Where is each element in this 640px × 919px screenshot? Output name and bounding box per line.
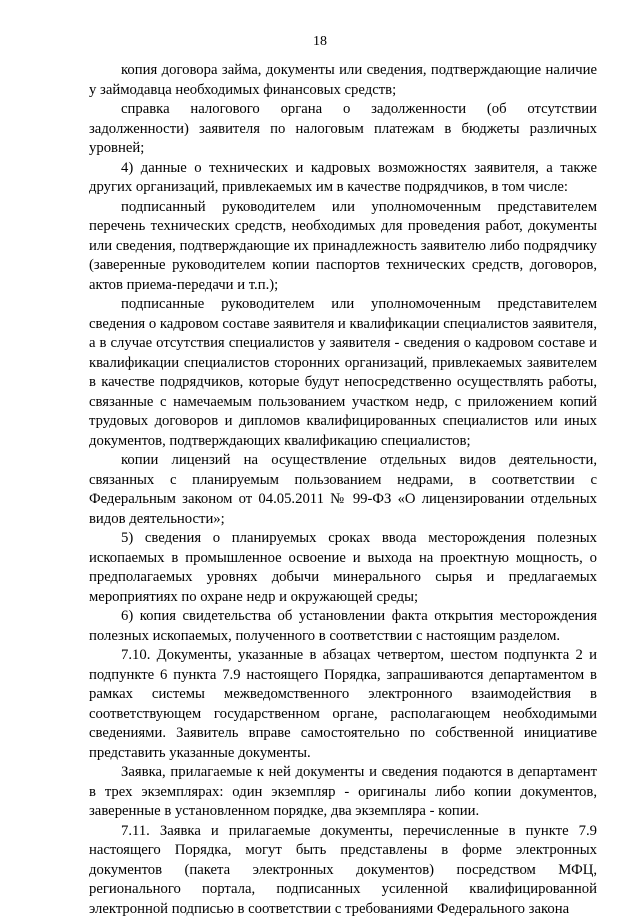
paragraph-technical-capabilities: 4) данные о технических и кадровых возможностях заявителя, а также других организаций, привлекаемых им в качестве подрядчиков, в том числе: [89,159,597,198]
paragraph-license-copies: копии лицензий на осуществление отдельных видов деятельности, связанных с планируемым пользованием недрами, в соответствии с Федеральным законом от 04.05.2011 № 99-ФЗ «О лицензировании отдельных видов деятельности»; [89,451,597,529]
paragraph-discovery-certificate: 6) копия свидетельства об установлении факта открытия месторождения полезных ископаемых, полученного в соответствии с настоящим разделом. [89,607,597,646]
paragraph-technical-means-list: подписанный руководителем или уполномоченным представителем перечень технических средств, необходимых для проведения работ, документы или сведения, подтверждающие их принадлежность заявителю либо подрядчику (заверенные руководителем копии паспортов технических средств, договоров, актов приема-передачи и т.п.); [89,198,597,296]
paragraph-clause-7-10: 7.10. Документы, указанные в абзацах четвертом, шестом подпункта 2 и подпункте 6 пункта 7.9 настоящего Порядка, запрашиваются департаментом в рамках системы межведомственного электронного взаимодействия в соответствующем государственном органе, располагающем необходимыми сведениями. Заявитель вправе самостоятельно по собственной инициативе представить указанные документы. [89,646,597,763]
paragraph-loan-agreement: копия договора займа, документы или сведения, подтверждающие наличие у займодавца необходимых финансовых средств; [89,61,597,100]
body-text [89,61,597,919]
paragraph-tax-certificate: справка налогового органа о задолженности (об отсутствии задолженности) заявителя по налоговым платежам в бюджеты различных уровней; [89,100,597,159]
paragraph-application-copies: Заявка, прилагаемые к ней документы и сведения подаются в департамент в трех экземплярах: один экземпляр - оригиналы либо копии документов, заверенные в установленном порядке, два экземпляра - копии. [89,763,597,822]
paragraph-commissioning-dates: 5) сведения о планируемых сроках ввода месторождения полезных ископаемых в промышленное освоение и выхода на проектную мощность, о предполагаемых уровнях добычи минерального сырья и предлагаемых мероприятиях по охране недр и окружающей среды; [89,529,597,607]
paragraph-clause-7-11: 7.11. Заявка и прилагаемые документы, перечисленные в пункте 7.9 настоящего Порядка, могут быть представлены в форме электронных документов (пакета электронных документов) посредством МФЦ, регионального портала, подписанных усиленной квалифицированной электронной подписью в соответствии с требованиями Федерального закона [89,822,597,919]
page-number: 18 [0,34,640,50]
paragraph-staff-composition: подписанные руководителем или уполномоченным представителем сведения о кадровом составе заявителя и квалификации специалистов заявителя, а в случае отсутствия специалистов у заявителя - сведения о кадровом составе и квалификации специалистов сторонних организаций, привлекаемых заявителем в качестве подрядчиков, которые будут непосредственно осуществлять работы, связанные с намечаемым пользованием участком недр, с приложением копий трудовых договоров и дипломов квалифицированных специалистов или иных документов, подтверждающих квалификацию специалистов; [89,295,597,451]
